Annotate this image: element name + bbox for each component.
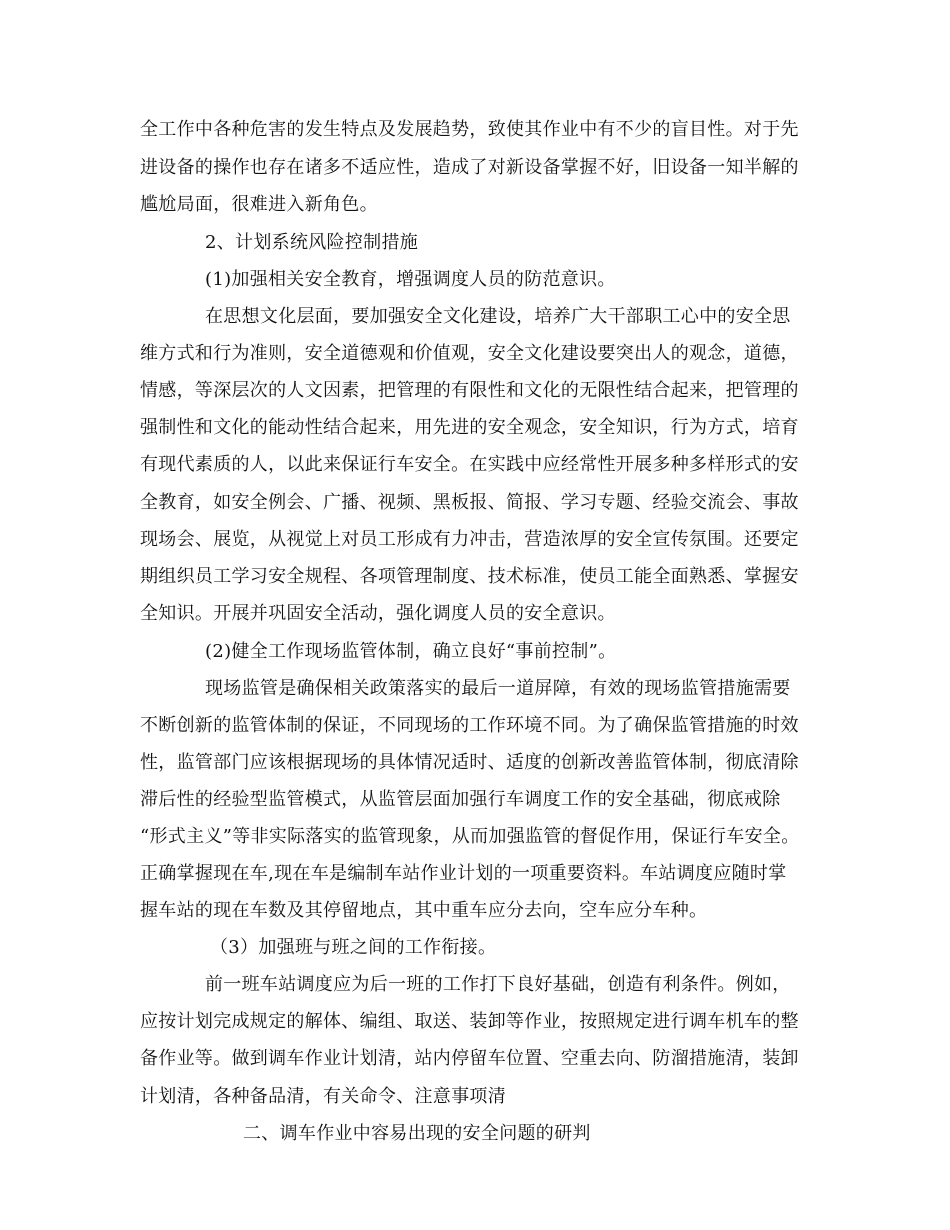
body-text-line: 前一班车站调度应为后一班的工作打下良好基础，创造有利条件。例如， — [205, 974, 791, 995]
body-text-line: 尴尬局面，很难进入新角色。 — [140, 194, 378, 215]
section-heading: 2、计划系统风险控制措施 — [205, 232, 419, 253]
body-text-line: 不断创新的监管体制的保证，不同现场的工作环境不同。为了确保监管措施的时效 — [140, 715, 799, 736]
body-text-line: 正确掌握现在车,现在车是编制车站作业计划的一项重要资料。车站调度应随时掌 — [140, 863, 787, 884]
section-title: 二、调车作业中容易出现的安全问题的研判 — [243, 1123, 591, 1144]
body-text-line: 现场会、展览，从视觉上对员工形成有力冲击，营造浓厚的安全宣传氛围。还要定 — [140, 529, 799, 550]
body-text-line: “形式主义”等非实际落实的监管现象，从而加强监管的督促作用，保证行车安全。 — [140, 826, 800, 847]
body-text-line: 全工作中各种危害的发生特点及发展趋势，致使其作业中有不少的盲目性。对于先 — [140, 119, 799, 140]
body-text-line: 握车站的现在车数及其停留地点，其中重车应分去向，空车应分车种。 — [140, 900, 708, 921]
body-text-line: 滞后性的经验型监管模式，从监管层面加强行车调度工作的安全基础，彻底戒除 — [140, 789, 781, 810]
body-text-line: 性，监管部门应该根据现场的具体情况适时、适度的创新改善监管体制，彻底清除 — [140, 752, 799, 773]
body-text-line: 全教育，如安全例会、广播、视频、黑板报、简报、学习专题、经验交流会、事故 — [140, 492, 799, 513]
subsection-heading: (1)加强相关安全教育，增强调度人员的防范意识。 — [205, 269, 616, 290]
body-text-line: 现场监管是确保相关政策落实的最后一道屏障，有效的现场监管措施需要 — [205, 678, 791, 699]
body-text-line: 应按计划完成规定的解体、编组、取送、装卸等作业，按照规定进行调车机车的整 — [140, 1011, 799, 1032]
body-text-line: 备作业等。做到调车作业计划清，站内停留车位置、空重去向、防溜措施清，装卸 — [140, 1048, 799, 1069]
body-text-line: 情感，等深层次的人文因素，把管理的有限性和文化的无限性结合起来，把管理的 — [140, 380, 799, 401]
body-text-line: 维方式和行为准则，安全道德观和价值观，安全文化建设要突出人的观念，道德， — [140, 343, 799, 364]
body-text-line: 计划清，各种备品清，有关命令、注意事项清 — [140, 1086, 506, 1107]
body-text-line: 进设备的操作也存在诸多不适应性，造成了对新设备掌握不好，旧设备一知半解的 — [140, 157, 799, 178]
body-text-line: 全知识。开展并巩固安全活动，强化调度人员的安全意识。 — [140, 603, 616, 624]
body-text-line: 期组织员工学习安全规程、各项管理制度、技术标准，使员工能全面熟悉、掌握安 — [140, 566, 799, 587]
subsection-heading: （3）加强班与班之间的工作衔接。 — [210, 937, 497, 958]
body-text-line: 在思想文化层面，要加强安全文化建设，培养广大干部职工心中的安全思 — [205, 306, 791, 327]
body-text-line: 强制性和文化的能动性结合起来，用先进的安全观念，安全知识，行为方式，培育 — [140, 417, 799, 438]
body-text-line: 有现代素质的人，以此来保证行车安全。在实践中应经常性开展多种多样形式的安 — [140, 454, 799, 475]
subsection-heading: (2)健全工作现场监管体制，确立良好“事前控制”。 — [205, 641, 617, 662]
